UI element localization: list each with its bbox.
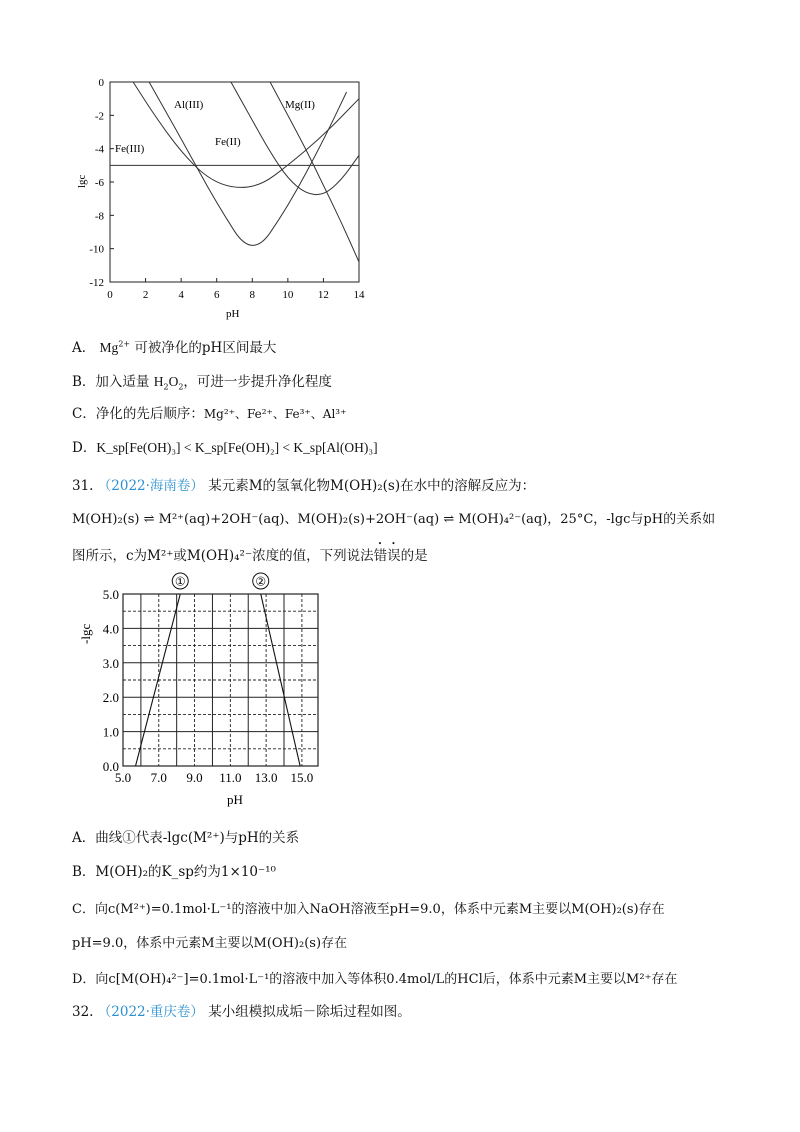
chart2-x-tick-label: 13.0 (254, 770, 278, 785)
chart2-y-tick-label: 0.0 (102, 759, 119, 774)
chart1-y-tick-label: -12 (89, 277, 104, 289)
q30-option-b: B．加入适量 $H_2O_2$，可进一步提升净化程度 (72, 374, 332, 392)
q31-option-c: C．向c(M²⁺)=0.1mol·L⁻¹的溶液中加入NaOH溶液至pH=9.0，体系中元素M主要以M(OH)₂(s)存在 (72, 902, 665, 917)
chart1-x-tick-label: 0 (107, 289, 113, 301)
q30-option-a: A． $Mg^{2+}$ 可被净化的pH区间最大 (72, 339, 277, 356)
chart2-y-tick-label: 5.0 (102, 587, 119, 602)
chart1-x-tick-label: 4 (178, 289, 184, 301)
q32-stem: 32. （2022·重庆卷） 某小组模拟成垢－除垢过程如图。 (72, 1004, 411, 1020)
label-fe2: Fe(II) (215, 136, 241, 148)
chart2-x-tick-label: 11.0 (219, 770, 242, 785)
chart2-ylabel: -lgc (78, 623, 93, 644)
chart2-y-tick-label: 3.0 (102, 655, 119, 671)
chart1-x-tick-label: 14 (353, 289, 365, 301)
q31-stem-line3: 图所示，c为M²⁺或M(OH)₄²⁻浓度的值，下列说法错误的是 (72, 548, 428, 564)
chart2-x-tick-label: 15.0 (290, 770, 314, 785)
chart1-x-tick-label: 6 (213, 289, 220, 301)
chart2-xlabel: pH (227, 792, 243, 807)
q30-option-d: D．K_sp[Fe(OH)₃] < K_sp[Fe(OH)₂] < K_sp[Al(OH)₃] (72, 440, 378, 456)
chart1-x-tick-label: 2 (142, 289, 149, 301)
chart1-y-tick-label: -10 (89, 243, 104, 256)
q31-option-c-cont: pH=9.0，体系中元素M主要以M(OH)₂(s)存在 (72, 936, 348, 951)
chart1-x-tick-label: 12 (317, 289, 329, 301)
chart2-x-tick-label: 7.0 (150, 770, 167, 785)
chart1-y-tick-label: -2 (94, 110, 104, 123)
q30-option-c: C．净化的先后顺序：Mg²⁺、Fe²⁺、Fe³⁺、Al³⁺ (72, 406, 347, 422)
label-mg: Mg(II) (285, 99, 315, 111)
chart1-series-Al(III) (133, 82, 359, 187)
chart1-y-tick-label: -4 (94, 143, 104, 156)
label-al: Al(III) (174, 99, 204, 111)
chart1-y-tick-label: 0 (98, 77, 104, 89)
chart2-y-tick-label: 4.0 (102, 621, 119, 637)
chart2-x-tick-label: 9.0 (186, 770, 203, 785)
chart1-x-tick-label: 10 (282, 289, 294, 301)
neg-lgc-ph-chart (70, 568, 340, 813)
chart2-x-tick-label: 5.0 (114, 770, 132, 785)
label-fe3: Fe(III) (115, 143, 145, 155)
lgc-ph-chart (70, 70, 380, 325)
chart2-curve-label: ① (174, 574, 186, 589)
q31-source: （2022·海南卷） (97, 478, 204, 494)
chart1-y-tick-label: -8 (94, 210, 104, 223)
chart2-curve-label: ② (255, 574, 267, 589)
chart1-y-tick-label: -6 (94, 177, 104, 189)
chart1-xlabel: pH (226, 308, 240, 320)
q31-option-b: B．M(OH)₂的K_sp约为1×10⁻¹⁰ (72, 864, 276, 880)
chart2-y-tick-label: 2.0 (102, 690, 119, 706)
chart1-x-tick-label: 8 (249, 289, 256, 301)
q31-option-a: A．曲线①代表-lgc(M²⁺)与pH的关系 (72, 830, 300, 846)
chart1-ylabel: lgc (76, 174, 88, 188)
q31-stem-line2: M(OH)₂(s) ⇌ M²⁺(aq)+2OH⁻(aq)、M(OH)₂(s)+2OH⁻(aq) ⇌ M(OH)₄²⁻(aq)，25°C，-lgc与pH的关系如 (72, 512, 716, 527)
q31-stem-line1: 31. （2022·海南卷） 某元素M的氢氧化物M(OH)₂(s)在水中的溶解反应为： (72, 478, 536, 494)
chart2-y-tick-label: 1.0 (102, 724, 119, 740)
q32-source: （2022·重庆卷） (97, 1004, 204, 1020)
q31-option-d: D．向c[M(OH)₄²⁻]=0.1mol·L⁻¹的溶液中加入等体积0.4mol/L的HCl后，体系中元素M主要以M²⁺存在 (72, 972, 678, 987)
